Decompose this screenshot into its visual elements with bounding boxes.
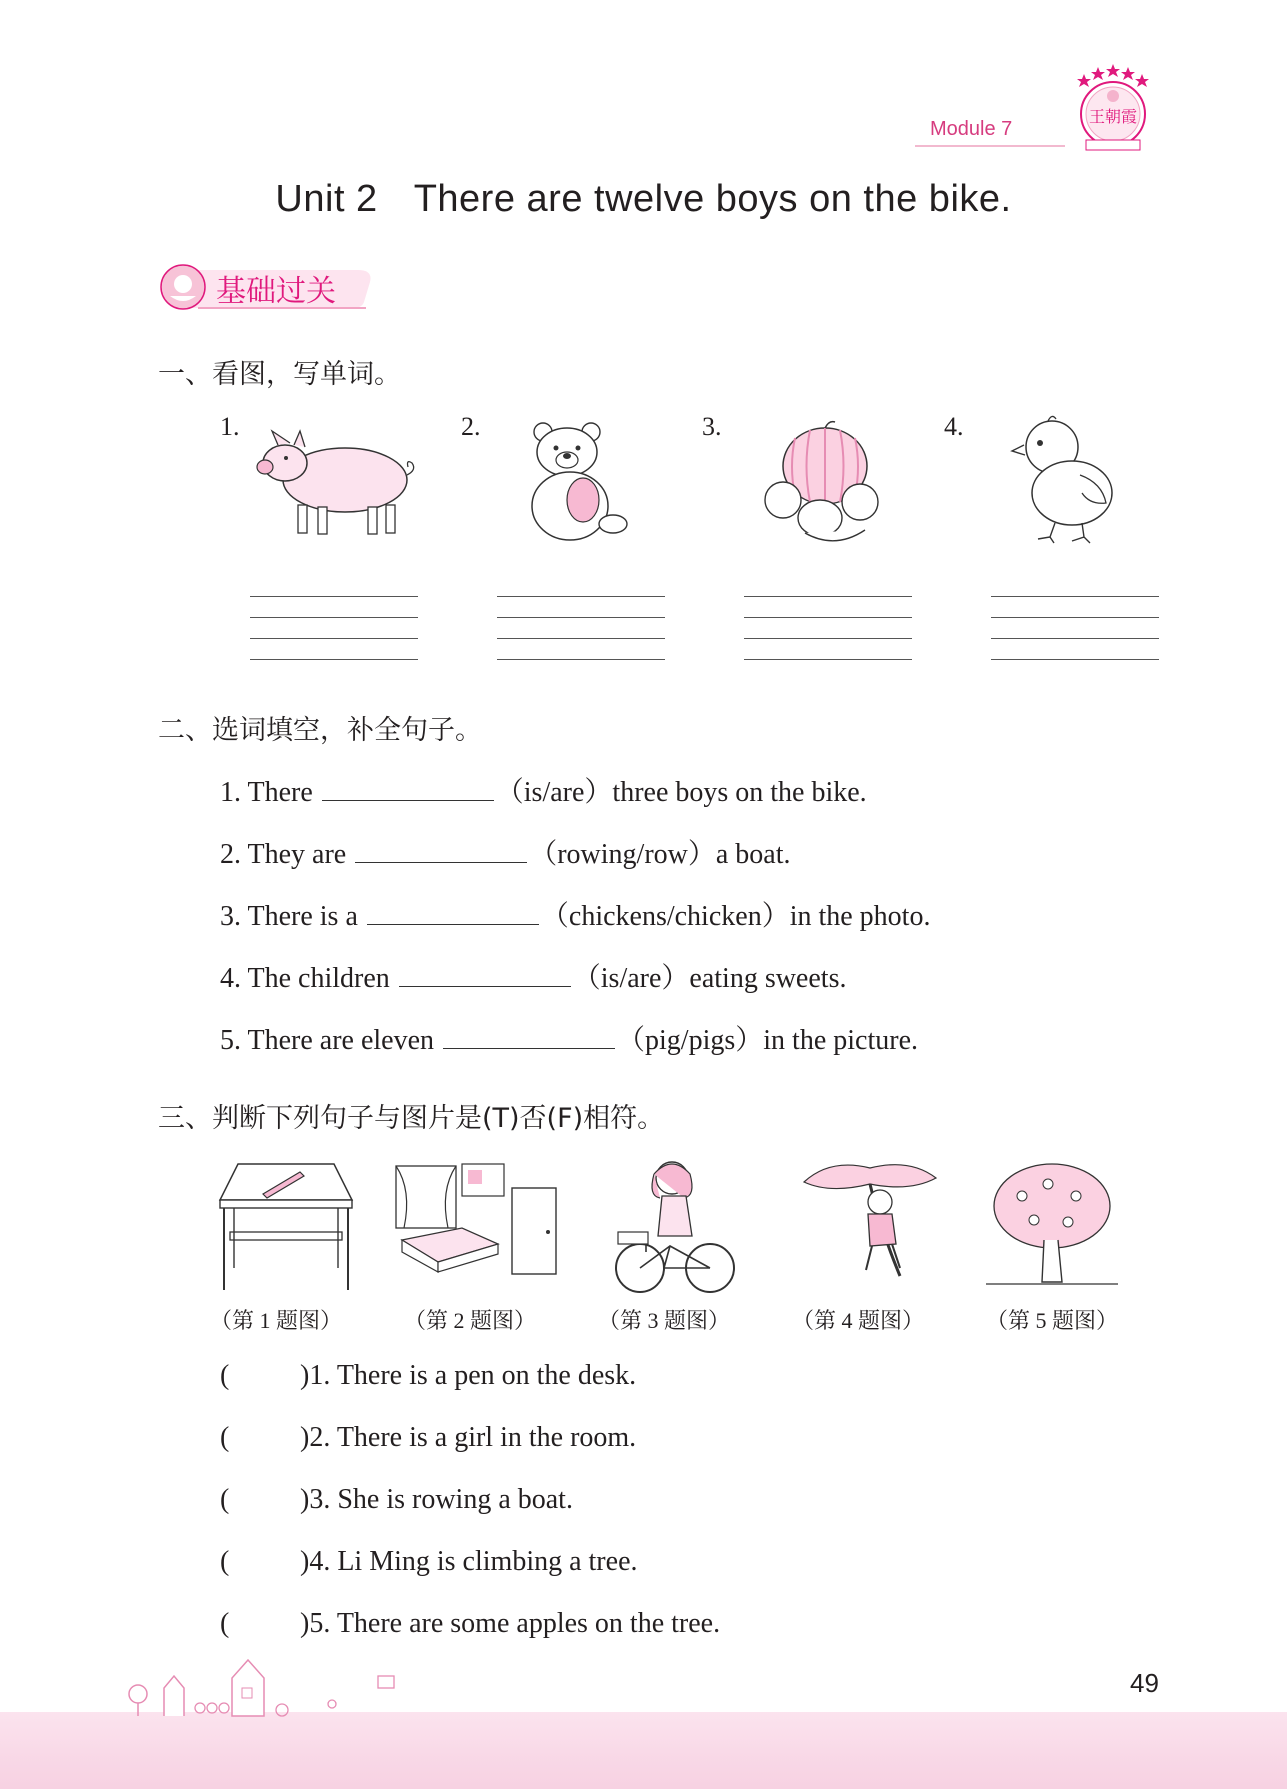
judgement-item xyxy=(220,1608,720,1640)
part2-heading: 二、选词填空，补全句子。 xyxy=(158,715,482,746)
fill-sentence xyxy=(220,770,867,810)
answer-blank[interactable] xyxy=(443,1018,615,1049)
statement-text: )2. There is a girl in the room. xyxy=(300,1422,637,1453)
footer-band xyxy=(0,1712,1287,1789)
fill-sentence xyxy=(220,894,930,934)
sentence-start: 1. There xyxy=(220,777,313,808)
fill-sentence xyxy=(220,832,791,872)
writing-lines[interactable] xyxy=(744,596,912,680)
page-title xyxy=(0,178,1287,221)
sentence-start: 2. They are xyxy=(220,839,347,870)
answer-bracket[interactable]: ( xyxy=(220,1484,230,1515)
answer-blank[interactable] xyxy=(399,956,571,987)
statement-text: )1. There is a pen on the desk. xyxy=(300,1360,637,1391)
fruit-icon xyxy=(755,418,895,548)
picture-caption: （第 5 题图） xyxy=(986,1308,1119,1333)
picture-caption: （第 3 题图） xyxy=(598,1308,731,1333)
fill-sentence xyxy=(220,1018,918,1058)
logo-text: 王朝霞 xyxy=(1088,107,1138,126)
apple-tree-icon xyxy=(982,1160,1122,1290)
desk-icon xyxy=(218,1158,354,1293)
part3-heading: 三、判断下列句子与图片是(T)否(F)相符。 xyxy=(158,1103,665,1134)
picture-caption: （第 2 题图） xyxy=(404,1308,537,1333)
sentence-start: 5. There are eleven xyxy=(220,1025,435,1056)
bedroom-icon xyxy=(392,1160,568,1280)
item-number: 4. xyxy=(944,412,964,441)
judgement-item xyxy=(220,1546,638,1578)
writing-lines[interactable] xyxy=(497,596,665,680)
page-number: 49 xyxy=(1130,1668,1159,1698)
item-number: 3. xyxy=(702,412,722,441)
publisher-logo-icon xyxy=(1072,62,1154,157)
girl-bike-icon xyxy=(612,1156,738,1296)
sentence-end: （chickens/chicken）in the photo. xyxy=(540,901,931,932)
answer-bracket[interactable]: ( xyxy=(220,1608,230,1639)
statement-text: )4. Li Ming is climbing a tree. xyxy=(300,1546,638,1577)
answer-blank[interactable] xyxy=(355,832,527,863)
pig-icon xyxy=(250,425,420,540)
chick-icon xyxy=(1010,415,1125,545)
sentence-end: （is/are）three boys on the bike. xyxy=(495,777,867,808)
answer-bracket[interactable]: ( xyxy=(220,1360,230,1391)
sentence-end: （is/are）eating sweets. xyxy=(572,963,847,994)
statement-text: )3. She is rowing a boat. xyxy=(300,1484,573,1515)
statement-text: )5. There are some apples on the tree. xyxy=(300,1608,721,1639)
module-label: Module 7 xyxy=(930,118,1013,140)
judgement-item xyxy=(220,1422,636,1454)
sentence-end: （rowing/row）a boat. xyxy=(529,839,791,870)
module-underline xyxy=(915,145,1065,147)
unit-title: There are twelve boys on the bike. xyxy=(413,178,1012,220)
unit-label: Unit 2 xyxy=(275,178,378,220)
section-badge-label: 基础过关 xyxy=(216,274,336,309)
answer-bracket[interactable]: ( xyxy=(220,1422,230,1453)
judgement-item xyxy=(220,1484,573,1516)
part1-heading: 一、看图，写单词。 xyxy=(158,359,401,390)
item-number: 1. xyxy=(220,412,240,441)
answer-blank[interactable] xyxy=(367,894,539,925)
sentence-start: 4. The children xyxy=(220,963,390,994)
sentence-start: 3. There is a xyxy=(220,901,358,932)
bear-icon xyxy=(525,418,635,543)
picture-caption: （第 1 题图） xyxy=(210,1308,343,1333)
picture-caption: （第 4 题图） xyxy=(792,1308,925,1333)
fill-sentence xyxy=(220,956,846,996)
writing-lines[interactable] xyxy=(250,596,418,680)
footer-town-icon xyxy=(122,1648,402,1718)
answer-blank[interactable] xyxy=(322,770,494,801)
boy-climbing-tree-icon xyxy=(800,1158,940,1280)
answer-bracket[interactable]: ( xyxy=(220,1546,230,1577)
sentence-end: （pig/pigs）in the picture. xyxy=(617,1025,918,1056)
judgement-item xyxy=(220,1360,636,1392)
item-number: 2. xyxy=(461,412,481,441)
writing-lines[interactable] xyxy=(991,596,1159,680)
